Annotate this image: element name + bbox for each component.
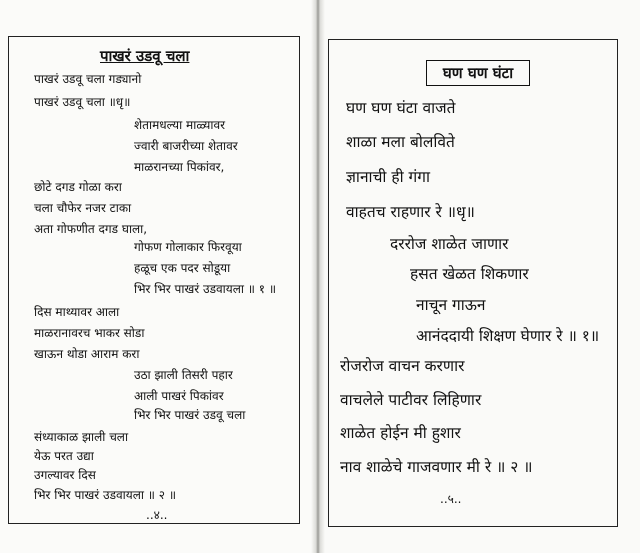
- right-poem-title: घण घण घंटा: [426, 60, 530, 86]
- right-poem-line: हसत खेळत शिकणार: [410, 265, 529, 283]
- right-page: [318, 0, 640, 553]
- left-poem-line: आली पाखरं पिकांवर: [134, 389, 224, 403]
- left-poem-line: भिर भिर पाखरं उडवू चला: [134, 408, 246, 422]
- left-poem-line: संध्याकाळ झाली चला: [34, 430, 129, 444]
- left-poem-line: खाऊन थोडा आराम करा: [34, 347, 140, 361]
- left-poem-line: हळूच एक पदर सोडूया: [134, 261, 231, 275]
- left-poem-line: भिर भिर पाखरं उडवायला ॥ २ ॥: [34, 488, 177, 502]
- left-poem-title: पाखरं उडवू चला: [100, 47, 190, 65]
- left-page-number: ..४..: [146, 508, 168, 522]
- left-poem-line: येऊ परत उद्या: [34, 449, 94, 463]
- left-page: [0, 0, 318, 553]
- left-poem-line: उठा झाली तिसरी पहार: [134, 368, 233, 382]
- left-poem-line: भिर भिर पाखरं उडवायला ॥ १ ॥: [134, 282, 277, 296]
- left-poem-line: माळरानच्या पिकांवर,: [134, 160, 225, 174]
- right-poem-line: शाळा मला बोलविते: [346, 133, 455, 151]
- right-poem-line: आनंददायी शिक्षण घेणार रे ॥ १॥: [416, 327, 600, 345]
- left-poem-line: दिस माथ्यावर आला: [34, 305, 120, 319]
- right-poem-line: रोजरोज वाचन करणार: [340, 357, 465, 375]
- right-poem-line: वाहतच राहणार रे ॥धृ॥: [346, 203, 475, 221]
- left-poem-line: उगल्यावर दिस: [34, 468, 96, 482]
- left-poem-line: छोटे दगड गोळा करा: [34, 180, 122, 194]
- right-poem-line: नाव शाळेचे गाजवणार मी रे ॥ २ ॥: [340, 458, 533, 476]
- right-page-number: ..५..: [440, 492, 462, 506]
- book-spine: [311, 0, 325, 553]
- left-poem-line: पाखरं उडवू चला गड्यानो: [34, 72, 142, 86]
- right-poem-line: शाळेत होईन मी हुशार: [340, 424, 461, 442]
- left-poem-line: अता गोफणीत दगड घाला,: [34, 222, 148, 236]
- left-poem-line: चला चौफेर नजर टाका: [34, 201, 132, 215]
- right-poem-line: घण घण घंटा वाजते: [346, 99, 456, 117]
- right-poem-line: नाचून गाऊन: [416, 296, 486, 314]
- left-poem-line: ज्वारी बाजरीच्या शेतावर: [134, 139, 238, 153]
- left-poem-line: गोफण गोलाकार फिरवूया: [134, 240, 242, 254]
- left-poem-line: माळरानावरच भाकर सोडा: [34, 326, 145, 340]
- right-poem-line: वाचलेले पाटीवर लिहिणार: [340, 391, 482, 409]
- right-poem-line: दररोज शाळेत जाणार: [390, 235, 509, 253]
- left-poem-line: पाखरं उडवू चला ॥धृ॥: [34, 95, 131, 109]
- left-poem-line: शेतामधल्या माळ्यावर: [134, 118, 226, 132]
- right-poem-line: ज्ञानाची ही गंगा: [346, 168, 430, 186]
